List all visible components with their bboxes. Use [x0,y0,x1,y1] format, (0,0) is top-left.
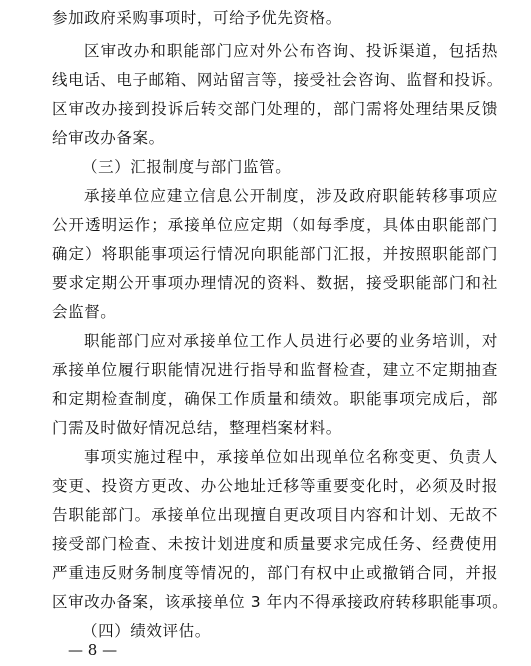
text-line: 门需及时做好情况总结，整理档案材料。 [52,419,342,437]
text-line: 区审改办备案，该承接单位 3 年内不得承接政府转移职能事项。 [52,593,509,611]
text-line: 公开透明运作；承接单位应定期（如每季度，具体由职能部门 [52,216,498,234]
text-line: 职能部门应对承接单位工作人员进行必要的业务培训，对 [84,332,498,350]
text-line: 和定期检查制度，确保工作质量和绩效。职能事项完成后，部 [52,390,498,408]
text-line: 参加政府采购事项时，可给予优先资格。 [52,9,342,27]
text-line: 区审改办接到投诉后转交部门处理的，部门需将处理结果反馈 [52,100,498,118]
text-line: 会监督。 [52,303,117,321]
text-line: 变更、投资方更改、办公地址迁移等重要变化时，必须及时报 [52,477,498,495]
text-line: 给审改办备案。 [52,129,165,147]
text-line: 承接单位履行职能情况进行指导和监督检查，建立不定期抽查 [52,361,498,379]
text-line: 区审改办和职能部门应对外公布咨询、投诉渠道，包括热 [84,42,498,60]
page-number: — 8 — [68,641,118,659]
text-line: 确定）将职能事项运行情况向职能部门汇报，并按照职能部门 [52,245,498,263]
text-line: 严重违反财务制度等情况的，部门有权中止或撤销合同，并报 [52,564,498,582]
section-heading: （四）绩效评估。 [82,622,211,640]
text-line: 要求定期公开事项办理情况的资料、数据，接受职能部门和社 [52,274,498,292]
text-line: 告职能部门。承接单位出现擅自更改项目内容和计划、无故不 [52,506,498,524]
section-heading: （三）汇报制度与部门监管。 [82,158,292,176]
text-line: 接受部门检查、未按计划进度和质量要求完成任务、经费使用 [52,535,498,553]
text-line: 承接单位应建立信息公开制度，涉及政府职能转移事项应 [84,187,498,205]
text-line: 线电话、电子邮箱、网站留言等，接受社会咨询、监督和投诉。 [52,71,503,89]
text-line: 事项实施过程中，承接单位如出现单位名称变更、负责人 [84,448,498,466]
